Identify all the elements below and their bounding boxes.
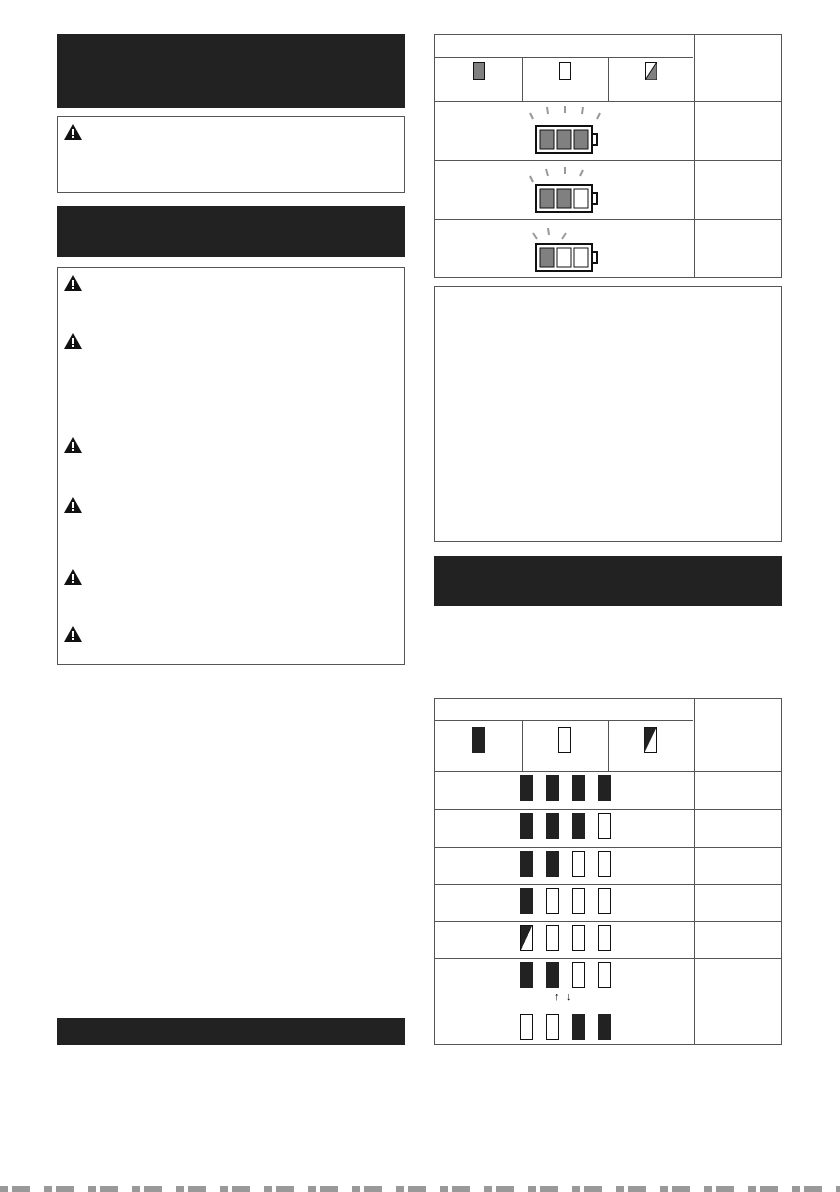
capacity-indicator-lit <box>520 888 533 914</box>
capacity-indicator-off <box>572 851 585 877</box>
capacity-indicator-lit <box>520 851 533 877</box>
capacity-indicator-lit <box>520 775 533 801</box>
section-header-bar-2 <box>57 206 405 257</box>
indicator-off-icon <box>559 62 571 80</box>
caution-box-1 <box>57 116 405 193</box>
capacity-indicator-lit <box>546 813 559 839</box>
capacity-indicator-lit <box>546 775 559 801</box>
capacity-indicator-lit <box>546 962 559 988</box>
capacity-indicator-off <box>598 813 611 839</box>
battery-one-third-blinking-icon <box>527 223 603 275</box>
battery-status-table <box>434 34 782 278</box>
capacity-indicator-off <box>572 925 585 951</box>
indicator-off-icon <box>558 727 571 753</box>
capacity-indicator-blinking <box>520 925 533 951</box>
battery-full-blinking-icon <box>527 105 603 157</box>
warning-icon <box>64 437 82 453</box>
capacity-indicator-lit <box>520 813 533 839</box>
warning-icon <box>64 275 82 291</box>
indicator-lit-icon <box>473 62 485 80</box>
warning-icon <box>64 497 82 513</box>
capacity-indicator-off <box>520 1014 533 1040</box>
warning-icon <box>64 333 82 349</box>
warning-icon <box>64 569 82 585</box>
section-header-bar-4 <box>434 556 782 606</box>
indicator-blinking-icon <box>645 62 657 80</box>
capacity-indicator-lit <box>572 775 585 801</box>
footer-print-marks <box>0 1186 840 1192</box>
warning-icon <box>64 124 82 140</box>
capacity-indicator-off <box>598 851 611 877</box>
note-box <box>434 286 782 542</box>
remaining-capacity-table <box>434 698 782 1045</box>
caution-box-2 <box>57 267 405 665</box>
capacity-indicator-lit <box>598 775 611 801</box>
capacity-indicator-off <box>572 888 585 914</box>
capacity-indicator-lit <box>598 1014 611 1040</box>
capacity-indicator-off <box>598 925 611 951</box>
capacity-indicator-off <box>598 962 611 988</box>
capacity-indicator-off <box>598 888 611 914</box>
capacity-indicator-off <box>572 962 585 988</box>
alternate-arrow-down: ↓ <box>566 991 572 1003</box>
warning-icon <box>64 626 82 642</box>
indicator-blinking-icon <box>644 727 657 753</box>
capacity-indicator-off <box>546 888 559 914</box>
alternate-arrow-up: ↑ <box>554 991 560 1003</box>
capacity-indicator-lit <box>572 813 585 839</box>
capacity-indicator-off <box>546 925 559 951</box>
battery-two-thirds-blinking-icon <box>527 164 603 216</box>
section-header-bar-3 <box>57 1018 405 1045</box>
section-header-bar-1 <box>57 34 405 108</box>
capacity-indicator-off <box>546 1014 559 1040</box>
indicator-lit-icon <box>472 727 485 753</box>
capacity-indicator-lit <box>572 1014 585 1040</box>
capacity-indicator-lit <box>546 851 559 877</box>
capacity-indicator-lit <box>520 962 533 988</box>
